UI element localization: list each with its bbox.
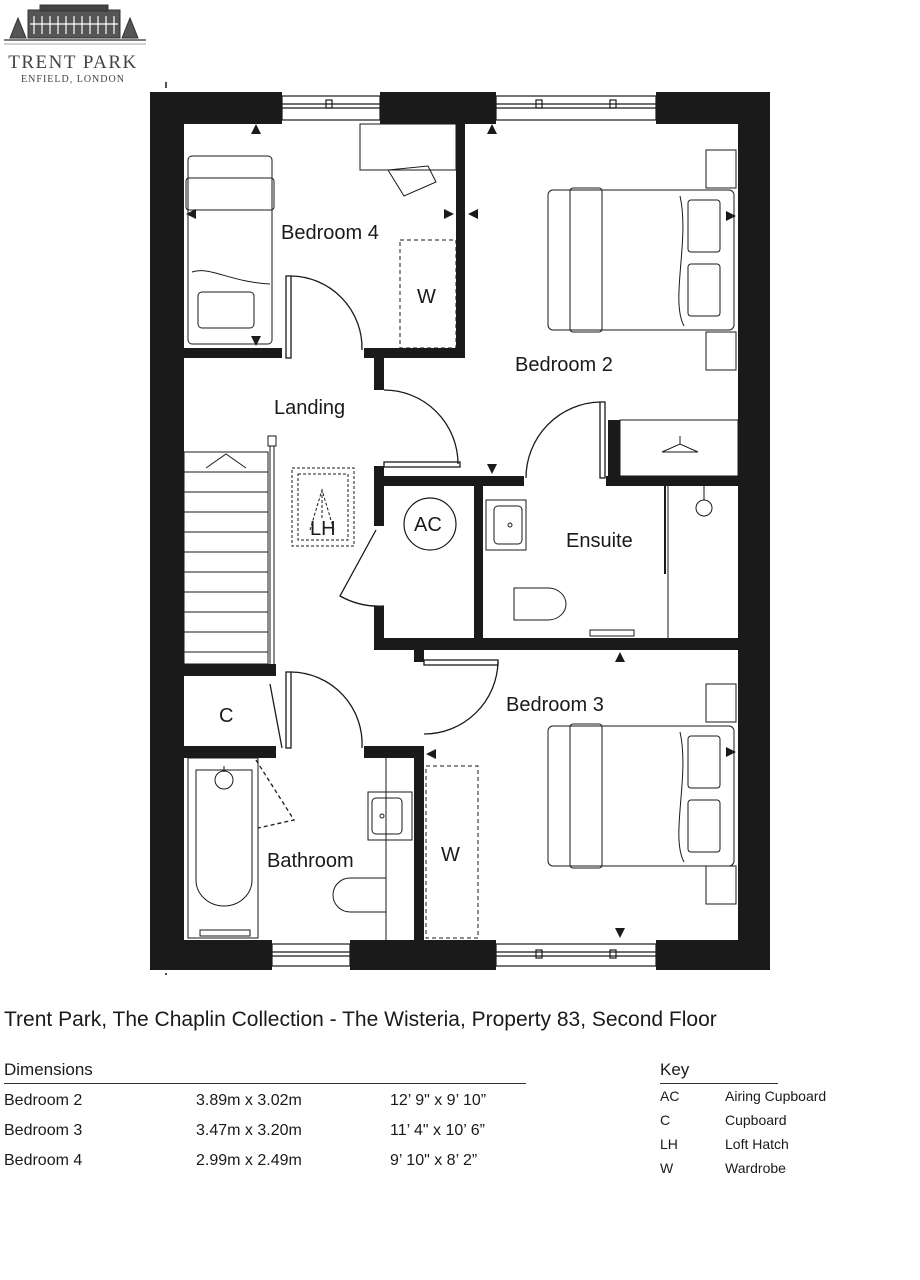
key-item bbox=[660, 1160, 900, 1180]
room-label-loft: LH bbox=[310, 518, 336, 540]
key-meaning: Cupboard bbox=[725, 1112, 787, 1128]
bedroom2-fittings bbox=[548, 150, 738, 476]
room-label-bathroom: Bathroom bbox=[267, 850, 354, 872]
key-item bbox=[660, 1088, 900, 1108]
dimension-room: Bedroom 3 bbox=[4, 1122, 83, 1139]
room-label-ensuite: Ensuite bbox=[566, 530, 633, 552]
dimension-metric: 3.89m x 3.02m bbox=[196, 1092, 302, 1109]
key-meaning: Loft Hatch bbox=[725, 1136, 789, 1152]
brand-location: ENFIELD, LONDON bbox=[21, 74, 125, 85]
brand-name: TRENT PARK bbox=[8, 52, 138, 73]
key-item bbox=[660, 1136, 900, 1156]
key-code: AC bbox=[660, 1088, 680, 1104]
dimension-room: Bedroom 2 bbox=[4, 1092, 83, 1109]
key-code: LH bbox=[660, 1136, 678, 1152]
dimension-imperial: 12’ 9" x 9’ 10” bbox=[390, 1092, 487, 1109]
room-label-landing: Landing bbox=[274, 397, 346, 419]
key-meaning: Wardrobe bbox=[725, 1160, 786, 1176]
room-label-bedroom3: Bedroom 3 bbox=[506, 694, 604, 716]
dimension-imperial: 9’ 10" x 8’ 2” bbox=[390, 1152, 478, 1169]
dimensions-divider bbox=[4, 1083, 526, 1084]
dimension-row bbox=[4, 1092, 524, 1114]
dimension-row bbox=[4, 1152, 524, 1174]
dimensions-heading: Dimensions bbox=[4, 1060, 93, 1079]
bedroom3-fittings bbox=[548, 684, 736, 904]
staircase bbox=[184, 436, 276, 664]
bathroom-fittings bbox=[188, 758, 412, 940]
key-heading: Key bbox=[660, 1060, 690, 1079]
room-label-wardrobe-top: W bbox=[417, 286, 436, 308]
key-meaning: Airing Cupboard bbox=[725, 1088, 827, 1104]
key-code: C bbox=[660, 1112, 671, 1128]
room-label-bedroom2: Bedroom 2 bbox=[515, 354, 613, 376]
dimension-metric: 2.99m x 2.49m bbox=[196, 1152, 302, 1169]
dimension-metric: 3.47m x 3.20m bbox=[196, 1122, 302, 1139]
room-label-airing: AC bbox=[414, 514, 442, 536]
room-label-wardrobe-bottom: W bbox=[441, 844, 460, 866]
dimension-imperial: 11’ 4" x 10’ 6” bbox=[390, 1122, 485, 1139]
key-divider bbox=[660, 1083, 778, 1084]
room-label-bedroom4: Bedroom 4 bbox=[281, 222, 379, 244]
room-label-cupboard: C bbox=[219, 705, 234, 727]
ensuite-fittings bbox=[486, 486, 712, 638]
dimension-room: Bedroom 4 bbox=[4, 1152, 83, 1169]
key-code: W bbox=[660, 1160, 674, 1176]
key-item bbox=[660, 1112, 900, 1132]
dimension-row bbox=[4, 1122, 524, 1144]
plan-title: Trent Park, The Chaplin Collection - The Wisteria, Property 83, Second Floor bbox=[4, 1008, 717, 1031]
